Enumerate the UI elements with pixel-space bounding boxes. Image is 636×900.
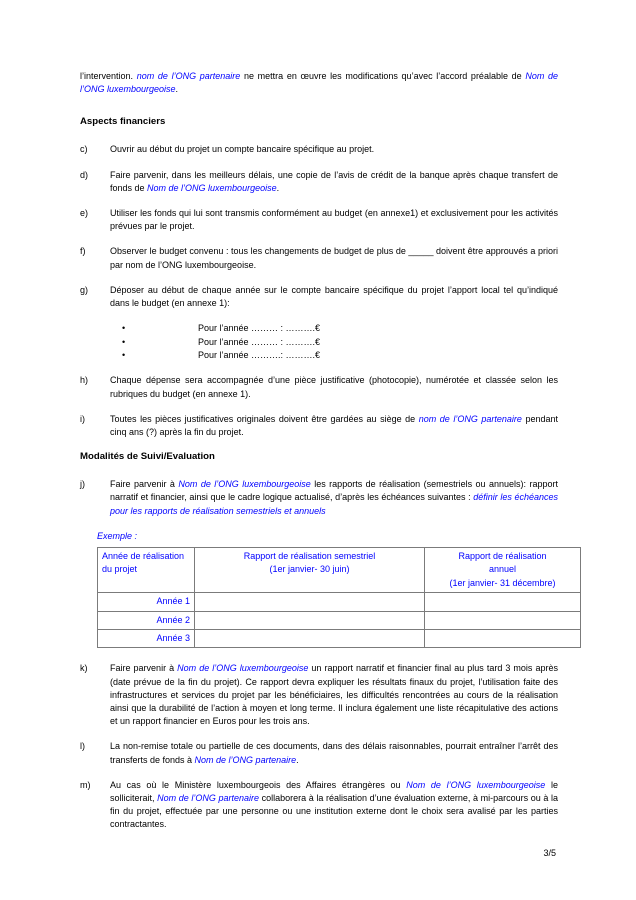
list-item-k-placeholder: Nom de l’ONG luxembourgeoise — [177, 663, 309, 674]
list-marker-h: h) — [80, 375, 89, 386]
bullet-item-annee-3-text: Pour l’année ……….: ……….€ — [198, 350, 321, 361]
list-marker-c: c) — [80, 144, 88, 155]
table-cell-semestriel-3[interactable] — [195, 629, 425, 647]
table-header-annee-realisation: Année de réalisation du projet — [98, 547, 195, 592]
list-item-k-text-part1: Faire parvenir à — [110, 663, 178, 674]
table-cell-annee-3: Année 3 — [98, 629, 195, 647]
list-marker-d: d) — [80, 169, 89, 180]
list-marker-j: j) — [80, 479, 85, 490]
list-item-j-placeholder-1: Nom de l’ONG luxembourgeoise — [178, 479, 311, 490]
intro-text-part3: . — [175, 84, 179, 95]
list-marker-g: g) — [80, 284, 89, 295]
list-item-l-text-part1: La non-remise totale ou partielle de ces documents, dans des délais raisonnables, pourrait entraîner l’arrêt des transferts de fonds à — [110, 741, 558, 765]
page-content — [80, 70, 558, 844]
list-marker-i: i) — [80, 413, 85, 424]
bullet-item-annee-1 — [80, 322, 558, 335]
table-cell-annee-2: Année 2 — [98, 611, 195, 629]
table-header-semestriel-line1: Rapport de réalisation semestriel — [243, 550, 376, 561]
list-item-l-text-part2: . — [296, 754, 299, 765]
table-header-annuel-line2: annuel — [488, 564, 517, 575]
list-item-j-placeholder-2: définir les échéances pour les rapports de réalisation semestriels et annuels — [110, 492, 558, 516]
list-item-f — [80, 245, 558, 271]
list-item-f-text: Observer le budget convenu : tous les changements de budget de plus de _____ doivent être approuvés a priori par nom de l’ONG luxembourgeoise. — [110, 246, 558, 270]
list-item-l — [80, 740, 558, 766]
bullet-dot-icon: • — [122, 350, 126, 361]
table-header-rapport-annuel — [425, 547, 581, 592]
list-item-e — [80, 207, 558, 233]
annee-bullet-list — [80, 322, 558, 362]
table-row — [98, 611, 581, 629]
list-item-m-placeholder-1: Nom de l’ONG luxembourgeoise — [406, 779, 546, 790]
table-cell-annuel-2[interactable] — [425, 611, 581, 629]
list-item-h-text: Chaque dépense sera accompagnée d’une pièce justificative (photocopie), numérotée et classée selon les rubriques du budget (en annexe 1). — [110, 375, 558, 399]
page-number: 3/5 — [543, 848, 556, 858]
list-item-k-text-part2: un rapport narratif et financier final au plus tard 3 mois après (date prévue de la fin du projet). Ce rapport devra expliquer les résultats finaux du projet, l’utilisation faite des infrastructures et services du projet par les bénéficiaires, les difficultés rencontrées au cours de la réalisation ainsi que la durabilité de l’action à moyen et long terme. Il inclura également une liste récapitulative des actions et un rapport financier en Euros pour les trois ans. — [110, 663, 558, 727]
list-item-m-placeholder-2: Nom de l’ONG partenaire — [157, 792, 259, 803]
table-cell-semestriel-2[interactable] — [195, 611, 425, 629]
list-item-d-text-part1: Faire parvenir, dans les meilleurs délais, une copie de l’avis de crédit de la banque après chaque transfert de fonds de — [110, 169, 558, 193]
table-cell-annuel-1[interactable] — [425, 593, 581, 611]
bullet-item-annee-3 — [80, 349, 558, 362]
bullet-item-annee-1-text: Pour l’année ……… : ……….€ — [198, 323, 321, 334]
bullet-item-annee-2-text: Pour l’année ……… : ……….€ — [198, 336, 321, 347]
section-heading-aspects-financiers: Aspects financiers — [80, 116, 166, 128]
list-item-m-text-part2: le solliciterait, — [110, 779, 558, 803]
intro-text-part1: l’intervention. — [80, 71, 137, 81]
table-header-annuel-line1: Rapport de réalisation — [458, 550, 547, 561]
list-item-d-text-part2: . — [276, 182, 280, 193]
list-item-g-text: Déposer au début de chaque année sur le compte bancaire spécifique du projet l’apport local tel qu’indiqué dans le budget (en annexe 1): — [110, 284, 558, 309]
list-item-j — [80, 478, 558, 518]
list-item-g — [80, 284, 558, 310]
table-header-rapport-semestriel — [195, 547, 425, 592]
bullet-dot-icon: • — [122, 336, 126, 347]
list-item-j-text-part1: Faire parvenir à — [110, 479, 179, 490]
intro-paragraph — [80, 70, 558, 96]
list-item-i — [80, 413, 558, 439]
table-header-semestriel-line2: (1er janvier- 30 juin) — [269, 564, 350, 575]
table-caption-exemple: Exemple : — [97, 530, 138, 541]
list-item-m-text-part1: Au cas où le Ministère luxembourgeois des Affaires étrangères ou — [110, 779, 407, 790]
list-item-d-placeholder: Nom de l’ONG luxembourgeoise — [147, 182, 277, 193]
list-item-e-text: Utiliser les fonds qui lui sont transmis conformément au budget (en annexe1) et exclusivement pour les activités prévues par le projet. — [110, 208, 558, 232]
list-item-l-placeholder: Nom de l’ONG partenaire — [194, 754, 297, 765]
page-footer — [0, 848, 556, 858]
list-item-d — [80, 169, 558, 195]
list-item-i-text-part1: Toutes les pièces justificatives originales doivent être gardées au siège de — [110, 413, 419, 424]
list-item-i-text-part2: pendant cinq ans (?) après la fin du projet. — [110, 413, 559, 438]
bullet-dot-icon: • — [122, 323, 126, 334]
table-row — [98, 593, 581, 611]
list-marker-f: f) — [80, 246, 86, 257]
list-marker-l: l) — [80, 741, 85, 752]
list-item-j-text-part2: les rapports de réalisation (semestriels ou annuels): rapport narratif et financier, ainsi que le cadre logique actualisé, d’après les échéances suivantes : — [110, 479, 558, 503]
intro-placeholder-ong-luxembourgeoise: Nom de l’ONG luxembourgeoise — [80, 71, 559, 95]
table-cell-semestriel-1[interactable] — [195, 593, 425, 611]
list-item-c-text: Ouvrir au début du projet un compte bancaire spécifique au projet. — [110, 144, 375, 155]
list-marker-m: m) — [80, 779, 91, 790]
list-item-k — [80, 662, 558, 728]
table-cell-annuel-3[interactable] — [425, 629, 581, 647]
list-item-i-placeholder: nom de l’ONG partenaire — [418, 413, 522, 424]
list-item-c — [80, 143, 558, 156]
section-heading-modalites-suivi-evaluation: Modalités de Suivi/Evaluation — [80, 451, 215, 463]
table-cell-annee-1: Année 1 — [98, 593, 195, 611]
list-marker-k: k) — [80, 663, 88, 674]
list-marker-e: e) — [80, 208, 89, 219]
bullet-item-annee-2 — [80, 336, 558, 349]
table-header-annuel-line3: (1er janvier- 31 décembre) — [449, 577, 556, 588]
list-item-m — [80, 779, 558, 832]
table-row — [98, 629, 581, 647]
list-item-m-text-part3: collaborera à la réalisation d’une évaluation externe, à mi-parcours ou à la fin du projet, effectuée par une personne ou une institution externe dont le choix sera avalisé par les parties contractantes. — [110, 792, 558, 830]
intro-placeholder-ong-partenaire: nom de l’ONG partenaire — [136, 71, 241, 81]
reporting-schedule-table — [97, 547, 581, 648]
intro-text-part2: ne mettra en œuvre les modifications qu’avec l’accord préalable de — [240, 71, 526, 81]
list-item-h — [80, 374, 558, 400]
table-header-row — [98, 547, 581, 592]
